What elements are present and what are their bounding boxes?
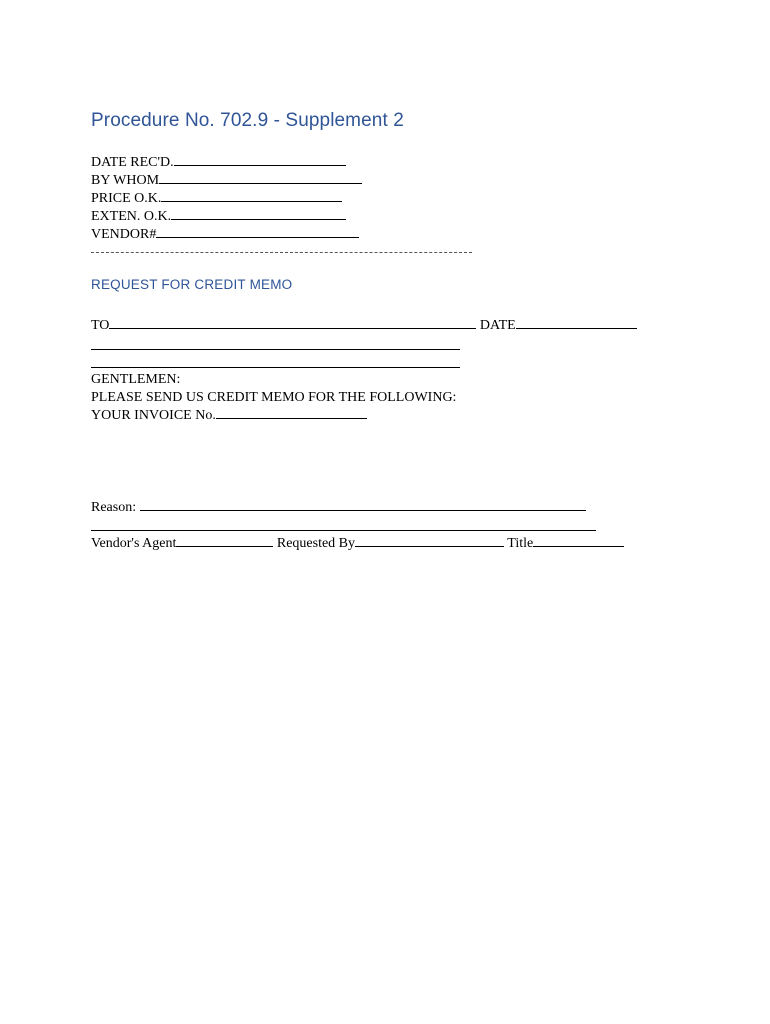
requested-by-field[interactable] <box>355 535 504 547</box>
date-received-field[interactable] <box>174 154 346 166</box>
signature-row <box>91 535 624 553</box>
page-title: Procedure No. 702.9 - Supplement 2 <box>91 110 404 131</box>
section-title: REQUEST FOR CREDIT MEMO <box>91 277 293 292</box>
invoice-label: YOUR INVOICE No. <box>91 408 216 423</box>
title-label: Title <box>507 536 534 551</box>
reason-row <box>91 499 586 517</box>
to-field[interactable] <box>109 317 476 329</box>
exten-ok-row <box>91 208 346 226</box>
address-line-1[interactable] <box>91 349 460 350</box>
reason-continuation-line[interactable] <box>91 530 596 531</box>
reason-field[interactable] <box>140 499 586 511</box>
invoice-row <box>91 407 367 425</box>
price-ok-field[interactable] <box>161 190 342 202</box>
date-received-row <box>91 154 346 172</box>
vendors-agent-label: Vendor's Agent <box>91 536 177 551</box>
address-line-2[interactable] <box>91 367 460 368</box>
date-received-label: DATE REC'D. <box>91 155 174 170</box>
date-field[interactable] <box>516 317 637 329</box>
price-ok-row <box>91 190 342 208</box>
exten-ok-field[interactable] <box>171 208 346 220</box>
vendor-number-row <box>91 226 359 244</box>
title-field[interactable] <box>533 535 624 547</box>
by-whom-row <box>91 172 362 190</box>
request-text: PLEASE SEND US CREDIT MEMO FOR THE FOLLOWING: <box>91 390 457 405</box>
vendor-number-field[interactable] <box>156 226 359 238</box>
to-row <box>91 317 637 335</box>
price-ok-label: PRICE O.K. <box>91 191 162 206</box>
by-whom-label: BY WHOM <box>91 173 160 188</box>
vendors-agent-field[interactable] <box>176 535 273 547</box>
invoice-field[interactable] <box>216 407 367 419</box>
reason-label: Reason: <box>91 500 137 515</box>
date-label: DATE <box>479 318 516 333</box>
requested-by-label: Requested By <box>276 536 356 551</box>
to-label: TO <box>91 318 110 333</box>
dashed-divider <box>91 252 472 253</box>
vendor-number-label: VENDOR# <box>91 227 157 242</box>
exten-ok-label: EXTEN. O.K. <box>91 209 172 224</box>
by-whom-field[interactable] <box>159 172 362 184</box>
salutation: GENTLEMEN: <box>91 372 181 387</box>
